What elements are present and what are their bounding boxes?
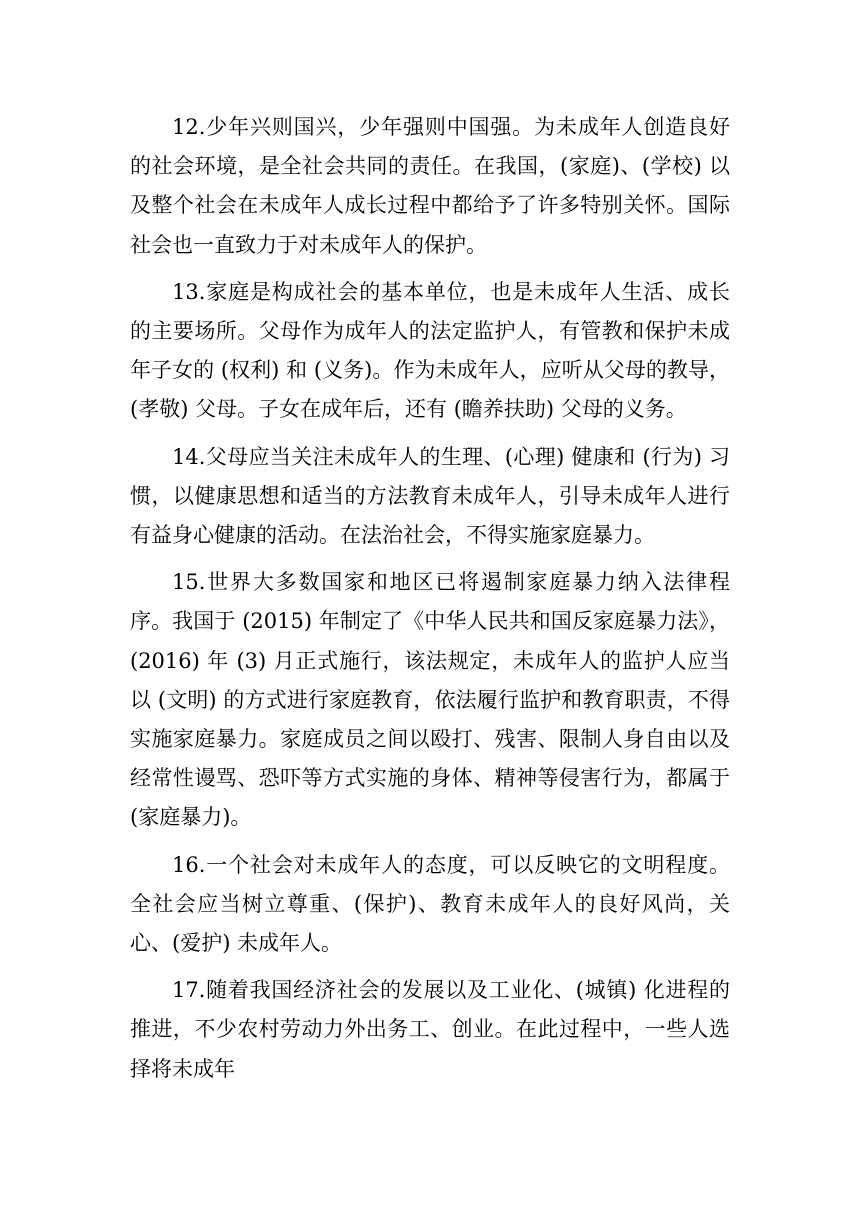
paragraph-14: 14.父母应当关注未成年人的生理、(心理) 健康和 (行为) 习惯，以健康思想和适当的方法教育未成年人，引导未成年人进行有益身心健康的活动。在法治社会，不得实施家庭暴力。 bbox=[130, 444, 730, 548]
paragraph-12: 12.少年兴则国兴，少年强则中国强。为未成年人创造良好的社会环境，是全社会共同的责任。在我国，(家庭)、(学校) 以及整个社会在未成年人成长过程中都给予了许多特别关怀。国际社会也一直致力于对未成年人的保护。 bbox=[130, 115, 730, 257]
paragraph-13: 13.家庭是构成社会的基本单位，也是未成年人生活、成长的主要场所。父母作为成年人的法定监护人，有管教和保护未成年子女的 (权利) 和 (义务)。作为未成年人，应听从父母的教导，(孝敬) 父母。子女在成年后，还有 (瞻养扶助) 父母的义务。 bbox=[130, 279, 730, 422]
document-body bbox=[130, 108, 730, 1097]
paragraph-15: 15.世界大多数国家和地区已将遏制家庭暴力纳入法律程序。我国于 (2015) 年制定了《中华人民共和国反家庭暴力法》，(2016) 年 (3) 月正式施行，该法规定，未成年人的监护人应当以 (文明) 的方式进行家庭教育，依法履行监护和教育职责，不得实施家庭暴力。家庭成员之间以殴打、残害、限制人身自由以及经常性谩骂、恐吓等方式实施的身体、精神等侵害行为，都属于 (家庭暴力)。 bbox=[130, 570, 730, 830]
paragraph-16: 16.一个社会对未成年人的态度，可以反映它的文明程度。全社会应当树立尊重、(保护)、教育未成年人的良好风尚，关心、(爱护) 未成年人。 bbox=[130, 852, 730, 956]
paragraph-17: 17.随着我国经济社会的发展以及工业化、(城镇) 化进程的推进，不少农村劳动力外出务工、创业。在此过程中，一些人选择将未成年 bbox=[130, 978, 730, 1081]
